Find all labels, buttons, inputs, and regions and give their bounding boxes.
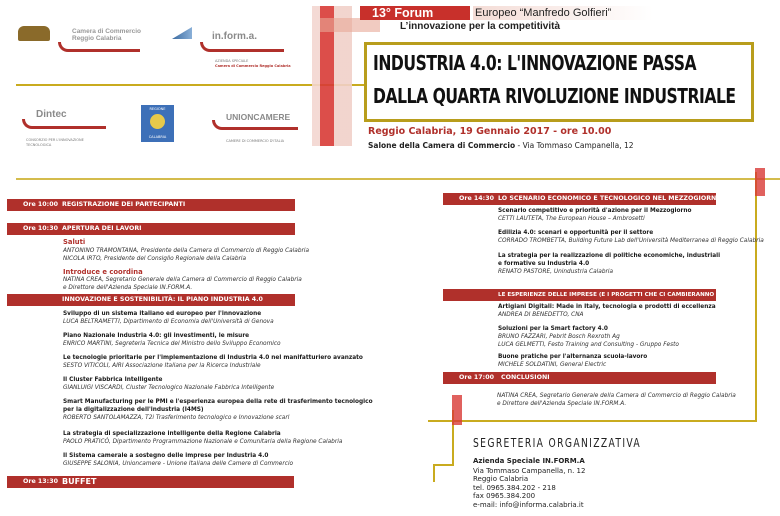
decorative-red-block-2 [320, 18, 380, 32]
talk-title: Piano Nazionale Industria 4.0: gli investimenti, le misure [63, 333, 250, 339]
speaker: NATINA CREA, Segretario Generale della Camera di Commercio di Reggio Calabria [497, 393, 736, 399]
camera-logo-text [72, 28, 141, 42]
decorative-red-block-3 [755, 168, 765, 196]
session-label: CONCLUSIONI [501, 374, 550, 381]
agenda-item [498, 325, 679, 349]
speaker: MICHELE SOLDATINI, General Electric [498, 362, 607, 368]
segreteria-tel: tel. 0965.384.202 - 218 [473, 483, 556, 492]
talk-title-cont: e formative su Industria 4.0 [498, 261, 590, 267]
divider-middle [16, 178, 780, 180]
agenda-item [498, 252, 720, 276]
session-label: BUFFET [62, 477, 97, 486]
dintec-logo-name: Dintec [36, 109, 67, 120]
talk-title: Soluzioni per la Smart factory 4.0 [498, 326, 608, 332]
intro-heading: Introduce e coordina [63, 268, 143, 276]
session-label: APERTURA DEI LAVORI [62, 225, 142, 232]
talk-title: Edilizia 4.0: scenari e opportunità per il settore [498, 230, 654, 236]
speaker: e Direttore dell'Azienda Speciale IN.FORM.A. [63, 285, 193, 291]
speaker: ANTONINO TRAMONTANA, Presidente della Camera di Commercio di Reggio Calabria [63, 248, 310, 254]
regione-shield-icon [150, 114, 165, 129]
agenda-item [498, 353, 647, 369]
talk-title: Il Sistema camerale a sostegno delle imprese per Industria 4.0 [63, 453, 269, 459]
unioncamere-sub: CAMERE DI COMMERCIO D'ITALIA [226, 139, 285, 143]
speaker: NATINA CREA, Segretario Generale della Camera di Commercio di Reggio Calabria [63, 277, 302, 283]
camera-swoosh [58, 42, 140, 52]
session-piano-industria [7, 294, 295, 306]
session-scenario [443, 193, 722, 205]
camera-crest-logo [18, 26, 50, 41]
segreteria-title: SEGRETERIA ORGANIZZATIVA [473, 436, 642, 450]
segreteria-address: Via Tommaso Campanella, n. 12 [473, 466, 586, 475]
speaker: SESTO VITICOLI, AIRI Associazione Italiana per la Ricerca Industriale [63, 363, 261, 369]
session-time: Ore 14:30 [459, 195, 494, 202]
regione-line1: REGIONE [149, 107, 166, 111]
agenda-item [63, 376, 274, 392]
unioncamere-logo-name: UNIONCAMERE [226, 112, 291, 122]
camera-logo-line2: Reggio Calabria [72, 35, 122, 42]
segreteria-city: Reggio Calabria [473, 475, 529, 484]
talk-title: La strategia di specializzazione intelligente della Regione Calabria [63, 431, 281, 437]
informa-logo-name: in.form.a. [212, 31, 258, 42]
agenda-item [63, 332, 281, 348]
venue-name: Salone della Camera di Commercio [368, 141, 516, 150]
forum-subtitle: L’innovazione per la competitività [400, 21, 561, 32]
dintec-sub1: CONSORZIO PER L'INNOVAZIONE [26, 138, 84, 142]
title-line2: DALLA QUARTA RIVOLUZIONE INDUSTRIALE [373, 84, 736, 108]
session-label: LO SCENARIO ECONOMICO E TECNOLOGICO NEL MEZZOGIORNO [498, 195, 722, 202]
session-time: Ore 10:30 [23, 225, 58, 232]
forum-number-badge: 13° Forum [360, 6, 470, 20]
speaker: CETTI LAUTETA, The European House – Ambrosetti [498, 216, 645, 222]
agenda-item [498, 229, 764, 245]
divider-bottom [428, 420, 757, 422]
session-time: Ore 10:00 [23, 201, 58, 208]
divider-bottom-step [433, 464, 454, 466]
agenda-item [498, 207, 691, 223]
talk-title: La strategia per la realizzazione di politiche economiche, industriali [498, 253, 721, 259]
divider-right-vertical [755, 172, 757, 422]
talk-title: Le tecnologie prioritarie per l'implementazione di Industria 4.0 nel manifatturiero avanzato [63, 355, 363, 361]
regione-line2: CALABRIA [148, 135, 167, 139]
agenda-item [63, 310, 274, 326]
segreteria-org: Azienda Speciale IN.FORM.A [473, 457, 585, 465]
agenda-item [63, 452, 293, 468]
saluti-block [63, 238, 309, 263]
camera-logo-line1: Camera di Commercio [72, 28, 141, 35]
informa-sub2: Camera di Commercio Reggio Calabria [215, 64, 291, 68]
session-label: REGISTRAZIONE DEI PARTECIPANTI [62, 201, 186, 208]
informa-bars-icon [172, 27, 192, 39]
speaker: RENATO PASTORE, Unindustria Calabria [498, 269, 614, 275]
event-venue [368, 141, 634, 150]
regione-calabria-logo [141, 105, 174, 142]
talk-title-cont: per la digitalizzazione dell'industria (I4MS) [63, 407, 204, 413]
agenda-item [63, 398, 373, 422]
agenda-item [63, 430, 342, 446]
saluti-heading: Saluti [63, 238, 86, 246]
speaker: ANDREA DI BENEDETTO, CNA [498, 312, 584, 318]
forum-name: Europeo “Manfredo Golfieri” [473, 6, 653, 20]
intro-block [63, 268, 302, 292]
session-esperienze [443, 289, 743, 301]
speaker: LUCA GELMETTI, Festo Training and Consulting - Gruppo Festo [498, 342, 679, 348]
speaker: CORRADO TROMBETTA, Building Future Lab dell'Università Mediterranea di Reggio Calabria [498, 238, 764, 244]
dintec-swoosh [22, 119, 106, 129]
session-buffet [7, 476, 294, 488]
talk-title: Artigiani Digitali: Made in Italy, tecnologia e prodotti di eccellenza [498, 304, 716, 310]
speaker: ROBERTO SANTOLAMAZZA, T2i Trasferimento tecnologico e Innovazione scarl [63, 415, 290, 421]
decorative-red-block-4 [452, 395, 462, 425]
segreteria-fax: fax 0965.384.200 [473, 492, 536, 501]
session-registrazione [7, 199, 295, 211]
conclusioni-speakers [497, 392, 736, 408]
agenda-item [63, 354, 363, 370]
talk-title: Sviluppo di un sistema italiano ed europeo per l'innovazione [63, 311, 262, 317]
talk-title: Buone pratiche per l'alternanza scuola-lavoro [498, 354, 648, 360]
dintec-sub2: TECNOLOGICA [26, 143, 52, 147]
speaker: NICOLA IRTO, Presidente del Consiglio Regionale della Calabria [63, 256, 247, 262]
talk-title: Scenario competitivo e priorità d'azione per il Mezzogiorno [498, 208, 692, 214]
speaker: BRUNO FAZZARI, Pebrit Bosch Rexroth Ag [498, 334, 620, 340]
session-label: LE ESPERIENZE DELLE IMPRESE (E I PROGETTI CHE CI CAMBIERANNO LA VITA) [498, 292, 743, 298]
speaker: ENRICO MARTINI, Segreteria Tecnica del Ministro dello Sviluppo Economico [63, 341, 281, 347]
speaker: e Direttore dell'Azienda Speciale IN.FORM.A. [497, 401, 627, 407]
session-label: INNOVAZIONE E SOSTENIBILITÀ: IL PIANO INDUSTRIA 4.0 [62, 296, 263, 303]
speaker: PAOLO PRATICÒ, Dipartimento Programmazione Nazionale e Comunitaria della Regione Calabria [63, 439, 343, 445]
talk-title: Il Cluster Fabbrica Intelligente [63, 377, 163, 383]
speaker: GIUSEPPE SALONIA, Unioncamere - Unione Italiana delle Camere di Commercio [63, 461, 294, 467]
divider-bottom-vertical2 [433, 464, 435, 482]
informa-sub1: AZIENDA SPECIALE [215, 59, 249, 63]
title-line1: INDUSTRIA 4.0: L'INNOVAZIONE PASSA [373, 51, 697, 75]
event-date-place: Reggio Calabria, 19 Gennaio 2017 - ore 10.00 [368, 126, 612, 137]
session-time: Ore 13:30 [23, 478, 58, 485]
venue-address: - Via Tommaso Campanella, 12 [515, 141, 634, 150]
speaker: LUCA BELTRAMETTI, Dipartimento di Economia dell'Università di Genova [63, 319, 274, 325]
session-time: Ore 17:00 [459, 374, 494, 381]
talk-title: Smart Manufacturing per le PMI e l'esperienza europea della rete di trasferimento tecnologico [63, 399, 373, 405]
title-box [364, 42, 754, 122]
informa-swoosh [200, 42, 284, 52]
segreteria-contact [473, 457, 585, 510]
session-apertura [7, 223, 295, 235]
segreteria-email[interactable]: e-mail: info@informa.calabria.it [473, 500, 584, 509]
session-conclusioni [443, 372, 716, 384]
unioncamere-swoosh [212, 120, 298, 130]
speaker: GIANLUIGI VISCARDI, Cluster Tecnologico Nazionale Fabbrica Intelligente [63, 385, 275, 391]
agenda-item [498, 303, 716, 319]
